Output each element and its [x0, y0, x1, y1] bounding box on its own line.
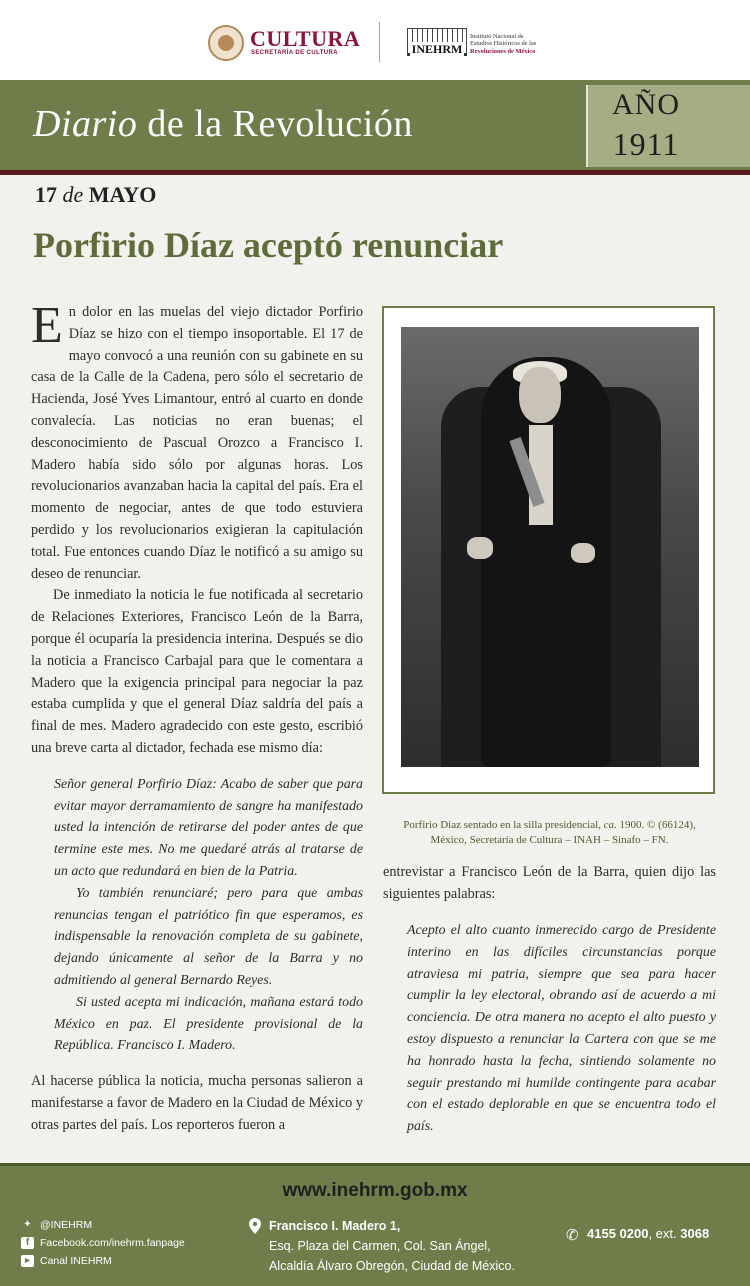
phone-icon: ✆: [566, 1226, 579, 1244]
photo-caption: Porfirio Díaz sentado en la silla presidencial, ca. 1900. © (66124), México, Secretaría de Cultura – INAH – Sinafo – FN.: [403, 819, 696, 846]
website-link[interactable]: www.inehrm.gob.mx: [282, 1180, 468, 1201]
year-value: 1911: [612, 126, 680, 162]
youtube-link[interactable]: ▶ Canal INEHRM: [21, 1252, 185, 1270]
madero-letter-quote: Señor general Porfirio Díaz: Acabo de saber que para evitar mayor derramamiento de sangre ha manifestado usted la intención de retirarse del poder antes de que termine este mes. No me quedaré atrás al tratarse de un acto que redundará en bien de la Patria. Yo también renunciaré; pero para que ambas renuncias tengan el patriótico fin que esperamos, es indispensable la renovación completa de su gabinete, dejando únicamente al señor de la Barra y no admitiendo al general Bernardo Reyes. Si usted acepta mi indicación, mañana estará todo México en paz. El presidente provisional de la República. Francisco I. Madero.: [54, 776, 363, 1054]
article-right-column: [383, 862, 716, 906]
article-paragraph-3: Al hacerse pública la noticia, mucha personas salieron a manifestarse a favor de Madero en la Ciudad de México y otras partes del país. Los reporteros fueron a: [31, 1073, 363, 1133]
twitter-link[interactable]: ✦ @INEHRM: [21, 1216, 185, 1234]
drop-cap: E: [31, 297, 63, 354]
top-logo-bar: [0, 0, 750, 80]
inehrm-logo-label: INEHRM: [411, 42, 463, 56]
porfirio-diaz-photo: [401, 327, 699, 767]
year-label: AÑO: [612, 88, 680, 121]
mexico-seal-icon: [208, 25, 244, 61]
twitter-icon: ✦: [23, 1219, 32, 1230]
headline: Porfirio Díaz aceptó renunciar: [33, 225, 504, 265]
article-left-column: [31, 297, 363, 1136]
cultura-logo-subtitle: SECRETARÍA DE CULTURA: [251, 50, 338, 56]
cultura-logo-title: CULTURA: [250, 26, 361, 51]
facebook-icon: f: [21, 1237, 34, 1249]
facebook-link[interactable]: f Facebook.com/inehrm.fanpage: [21, 1234, 185, 1252]
inehrm-logo-description: Instituto Nacional de Estudios Históricos de las Revoluciones de México: [470, 33, 537, 55]
article-paragraph-4: entrevistar a Francisco León de la Barra, quien dijo las siguientes palabras:: [383, 864, 716, 902]
banner-underline: [0, 170, 750, 175]
youtube-icon: ▶: [21, 1255, 34, 1267]
publication-title: Diario de la Revolución: [33, 103, 413, 145]
address: Francisco I. Madero 1, Esq. Plaza del Carmen, Col. San Ángel, Alcaldía Álvaro Obregón, Ciudad de México.: [269, 1219, 515, 1273]
logo-divider: [379, 22, 380, 62]
social-links: [21, 1216, 185, 1270]
article-paragraph-2: De inmediato la noticia le fue notificada al secretario de Relaciones Exteriores, Francisco León de la Barra, porque él ocuparía la presidencia interina. Después se dio la noticia a Francisco Carbajal para que le comentara a Madero que la exigencia principal para negociar la paz estaba cumplida y que el general Díaz saldría del país a final de mes. Madero agradecido con este gesto, escribió una breve carta al dictador, fechada ese mismo día:: [31, 587, 363, 756]
article-paragraph-1: En dolor en las muelas del viejo dictador Porfirio Díaz se hizo con el tiempo insoportable. El 17 de mayo convocó a una reunión con su gabinete en su casa de la Calle de la Cadena, pero sólo el secretario de Hacienda, José Yves Limantour, entró al cuarto en donde convalecía. Las noticias no eran buenas; el desconocimiento de Pascual Orozco a Francisco I. Madero había sido sólo por algunas horas. Los revolucionarios avanzaban hacia la capital del país. Era el momento de negociar, antes de que todo estuviera perdido y los revolucionarios exigieran la capitulación total. Fue entonces cuando Díaz le notificó a su amigo su deseo de renunciar.: [31, 297, 363, 582]
location-pin-icon: [249, 1218, 261, 1234]
footer-top-line: [0, 1163, 750, 1166]
dateline: 17 de MAYO: [35, 182, 157, 207]
de-la-barra-quote: Acepto el alto cuanto inmerecido cargo de Presidente interino en las difíciles circunstancias porque atraviesa mi patria, siempre que sea para hacer cumplir la ley electoral, obrando así de acuerdo a mi conciencia. De otra manera no acepto el alto puesto y estoy dispuesto a renunciar la Cartera con que se me ha honrado hasta la fecha, sintiendo solamente no seguir prestando mi humilde contingente para acabar con el estado deplorable en que se encuentra todo el país.: [407, 923, 716, 1135]
phone-number[interactable]: 4155 0200, ext. 3068: [587, 1226, 710, 1241]
